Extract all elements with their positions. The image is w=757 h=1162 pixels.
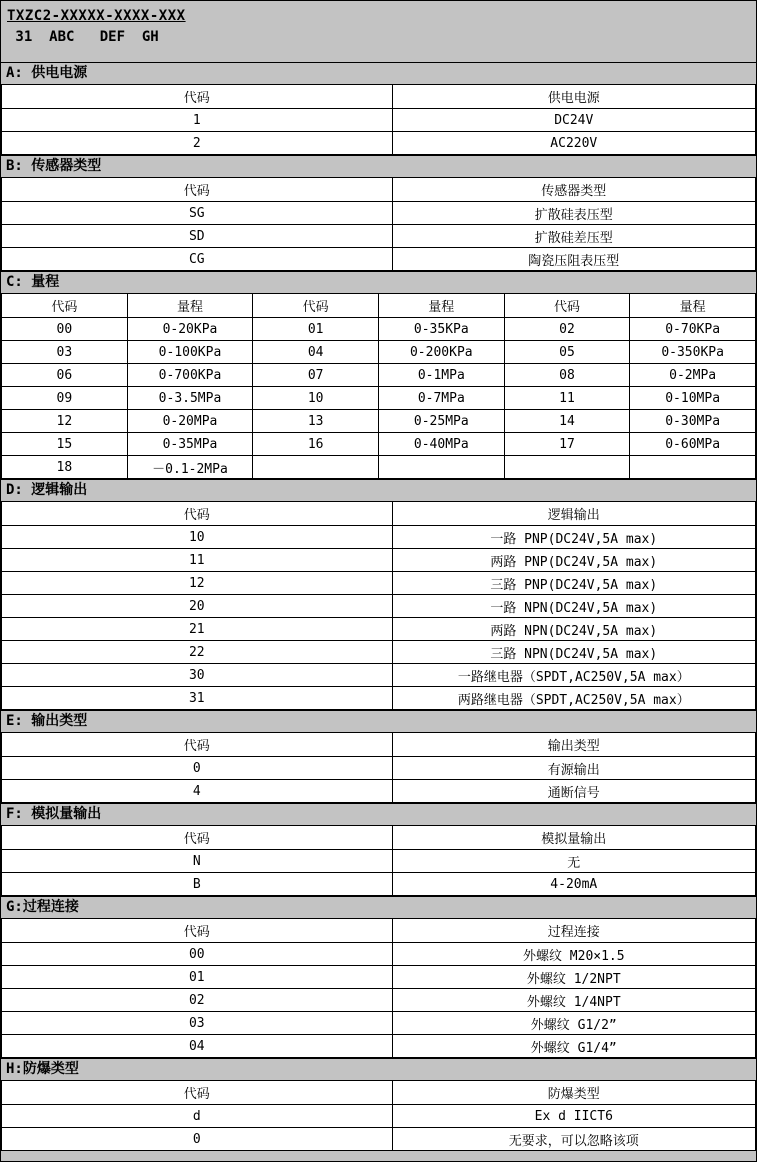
cell-value: －0.1-2MPa — [127, 456, 253, 479]
cell-value: 外螺纹 M20×1.5 — [392, 943, 755, 966]
cell-code: 00 — [2, 943, 393, 966]
cell-value: 通断信号 — [392, 780, 755, 803]
cell-value: 0-7MPa — [378, 387, 504, 410]
column-header: 代码 — [2, 85, 393, 109]
cell-code: 12 — [2, 572, 393, 595]
cell-code: 20 — [2, 595, 393, 618]
cell-value: 0-40MPa — [378, 433, 504, 456]
cell-code: 15 — [2, 433, 128, 456]
section-header-F — [1, 803, 756, 825]
section-table-G — [1, 918, 756, 1058]
cell-value: 0-20MPa — [127, 410, 253, 433]
cell-value: 两路 NPN(DC24V,5A max) — [392, 618, 755, 641]
cell-value: 扩散硅表压型 — [392, 202, 755, 225]
cell-value: 0-25MPa — [378, 410, 504, 433]
column-header: 传感器类型 — [392, 178, 755, 202]
cell-code: CG — [2, 248, 393, 271]
cell-value: 外螺纹 1/2NPT — [392, 966, 755, 989]
cell-value: 三路 NPN(DC24V,5A max) — [392, 641, 755, 664]
cell-code: SD — [2, 225, 393, 248]
section-table-F — [1, 825, 756, 896]
column-header: 过程连接 — [392, 919, 755, 943]
cell-code: 0 — [2, 757, 393, 780]
section-table-C — [1, 293, 756, 479]
section-table-B — [1, 177, 756, 271]
table-row — [2, 618, 756, 641]
cell-value: 0-10MPa — [630, 387, 756, 410]
table-header-row — [2, 294, 756, 318]
table-row — [2, 1035, 756, 1058]
table-row — [2, 433, 756, 456]
cell-code: N — [2, 850, 393, 873]
cell-value: 0-30MPa — [630, 410, 756, 433]
cell-code: 04 — [253, 341, 379, 364]
cell-value — [630, 456, 756, 479]
cell-value: 扩散硅差压型 — [392, 225, 755, 248]
table-row — [2, 1128, 756, 1151]
column-header: 代码 — [2, 919, 393, 943]
cell-value: 0-60MPa — [630, 433, 756, 456]
section-title: E: 输出类型 — [6, 713, 88, 729]
cell-code: 21 — [2, 618, 393, 641]
section-title: H:防爆类型 — [6, 1061, 79, 1077]
table-row — [2, 873, 756, 896]
cell-code: 30 — [2, 664, 393, 687]
table-row — [2, 641, 756, 664]
section-title: D: 逻辑输出 — [6, 482, 88, 498]
cell-value: 0-200KPa — [378, 341, 504, 364]
table-row — [2, 664, 756, 687]
cell-value: 一路继电器（SPDT,AC250V,5A max） — [392, 664, 755, 687]
table-header-row — [2, 733, 756, 757]
cell-value: 0-35MPa — [127, 433, 253, 456]
cell-value: 4-20mA — [392, 873, 755, 896]
column-header: 输出类型 — [392, 733, 755, 757]
cell-code: 00 — [2, 318, 128, 341]
cell-value: 0-20KPa — [127, 318, 253, 341]
cell-value: 外螺纹 G1/4” — [392, 1035, 755, 1058]
cell-code: 04 — [2, 1035, 393, 1058]
cell-value: 外螺纹 1/4NPT — [392, 989, 755, 1012]
section-title: B: 传感器类型 — [6, 158, 102, 174]
cell-value: 0-35KPa — [378, 318, 504, 341]
table-row — [2, 1105, 756, 1128]
cell-code: 08 — [504, 364, 630, 387]
cell-code: 02 — [504, 318, 630, 341]
table-row — [2, 757, 756, 780]
section-header-E — [1, 710, 756, 732]
cell-code — [504, 456, 630, 479]
cell-code: 01 — [253, 318, 379, 341]
cell-value: 无 — [392, 850, 755, 873]
section-header-A — [1, 62, 756, 84]
cell-value: 0-3.5MPa — [127, 387, 253, 410]
cell-value: 0-1MPa — [378, 364, 504, 387]
table-row — [2, 318, 756, 341]
model-code-legend: 31 ABC DEF GH — [7, 29, 159, 45]
table-row — [2, 549, 756, 572]
cell-code: 12 — [2, 410, 128, 433]
cell-value: DC24V — [392, 109, 755, 132]
table-row — [2, 526, 756, 549]
cell-code: 22 — [2, 641, 393, 664]
section-title: A: 供电电源 — [6, 65, 88, 81]
cell-code: 17 — [504, 433, 630, 456]
table-row — [2, 132, 756, 155]
column-header: 量程 — [630, 294, 756, 318]
section-title: F: 模拟量输出 — [6, 806, 102, 822]
cell-value: 有源输出 — [392, 757, 755, 780]
table-row — [2, 202, 756, 225]
table-row — [2, 410, 756, 433]
table-header-row — [2, 1081, 756, 1105]
cell-code: 0 — [2, 1128, 393, 1151]
cell-code: 03 — [2, 1012, 393, 1035]
cell-value: 0-2MPa — [630, 364, 756, 387]
cell-code: d — [2, 1105, 393, 1128]
cell-code — [253, 456, 379, 479]
cell-code: 31 — [2, 687, 393, 710]
column-header: 逻辑输出 — [392, 502, 755, 526]
table-row — [2, 687, 756, 710]
cell-code: 07 — [253, 364, 379, 387]
section-header-G — [1, 896, 756, 918]
column-header: 量程 — [127, 294, 253, 318]
column-header: 代码 — [504, 294, 630, 318]
cell-value: 无要求，可以忽略该项 — [392, 1128, 755, 1151]
cell-value — [378, 456, 504, 479]
column-header: 代码 — [253, 294, 379, 318]
cell-value: 两路 PNP(DC24V,5A max) — [392, 549, 755, 572]
column-header: 代码 — [2, 1081, 393, 1105]
cell-code: 03 — [2, 341, 128, 364]
sections-container — [1, 62, 756, 1151]
table-row — [2, 364, 756, 387]
model-code-title: TXZC2-XXXXX-XXXX-XXX — [7, 8, 186, 24]
table-row — [2, 341, 756, 364]
cell-value: 两路继电器（SPDT,AC250V,5A max） — [392, 687, 755, 710]
table-header-row — [2, 919, 756, 943]
cell-value: 一路 PNP(DC24V,5A max) — [392, 526, 755, 549]
table-header-row — [2, 826, 756, 850]
table-row — [2, 109, 756, 132]
table-row — [2, 780, 756, 803]
table-row — [2, 1012, 756, 1035]
table-row — [2, 989, 756, 1012]
cell-value: 0-350KPa — [630, 341, 756, 364]
cell-value: 外螺纹 G1/2” — [392, 1012, 755, 1035]
table-row — [2, 850, 756, 873]
table-row — [2, 248, 756, 271]
cell-code: 10 — [253, 387, 379, 410]
column-header: 代码 — [2, 294, 128, 318]
cell-code: 01 — [2, 966, 393, 989]
table-row — [2, 387, 756, 410]
cell-value: 三路 PNP(DC24V,5A max) — [392, 572, 755, 595]
column-header: 代码 — [2, 826, 393, 850]
section-header-D — [1, 479, 756, 501]
table-row — [2, 456, 756, 479]
column-header: 代码 — [2, 502, 393, 526]
cell-value: 0-100KPa — [127, 341, 253, 364]
table-row — [2, 572, 756, 595]
table-row — [2, 595, 756, 618]
cell-code: SG — [2, 202, 393, 225]
section-table-E — [1, 732, 756, 803]
section-title: C: 量程 — [6, 274, 60, 290]
column-header: 代码 — [2, 178, 393, 202]
cell-code: 13 — [253, 410, 379, 433]
cell-value: Ex d IICT6 — [392, 1105, 755, 1128]
cell-code: 02 — [2, 989, 393, 1012]
cell-code: 16 — [253, 433, 379, 456]
table-row — [2, 966, 756, 989]
section-title: G:过程连接 — [6, 899, 79, 915]
cell-code: 1 — [2, 109, 393, 132]
cell-code: 11 — [2, 549, 393, 572]
cell-code: 06 — [2, 364, 128, 387]
cell-value: AC220V — [392, 132, 755, 155]
cell-value: 0-700KPa — [127, 364, 253, 387]
cell-code: B — [2, 873, 393, 896]
column-header: 代码 — [2, 733, 393, 757]
title-block — [1, 1, 756, 62]
cell-value: 一路 NPN(DC24V,5A max) — [392, 595, 755, 618]
cell-code: 4 — [2, 780, 393, 803]
cell-code: 2 — [2, 132, 393, 155]
section-header-C — [1, 271, 756, 293]
cell-code: 11 — [504, 387, 630, 410]
column-header: 供电电源 — [392, 85, 755, 109]
section-header-B — [1, 155, 756, 177]
table-row — [2, 943, 756, 966]
column-header: 模拟量输出 — [392, 826, 755, 850]
section-header-H — [1, 1058, 756, 1080]
section-table-A — [1, 84, 756, 155]
column-header: 量程 — [378, 294, 504, 318]
cell-value: 陶瓷压阻表压型 — [392, 248, 755, 271]
table-header-row — [2, 178, 756, 202]
table-header-row — [2, 502, 756, 526]
cell-code: 14 — [504, 410, 630, 433]
section-table-H — [1, 1080, 756, 1151]
cell-code: 10 — [2, 526, 393, 549]
cell-value: 0-70KPa — [630, 318, 756, 341]
cell-code: 09 — [2, 387, 128, 410]
table-header-row — [2, 85, 756, 109]
cell-code: 18 — [2, 456, 128, 479]
table-row — [2, 225, 756, 248]
section-table-D — [1, 501, 756, 710]
cell-code: 05 — [504, 341, 630, 364]
column-header: 防爆类型 — [392, 1081, 755, 1105]
